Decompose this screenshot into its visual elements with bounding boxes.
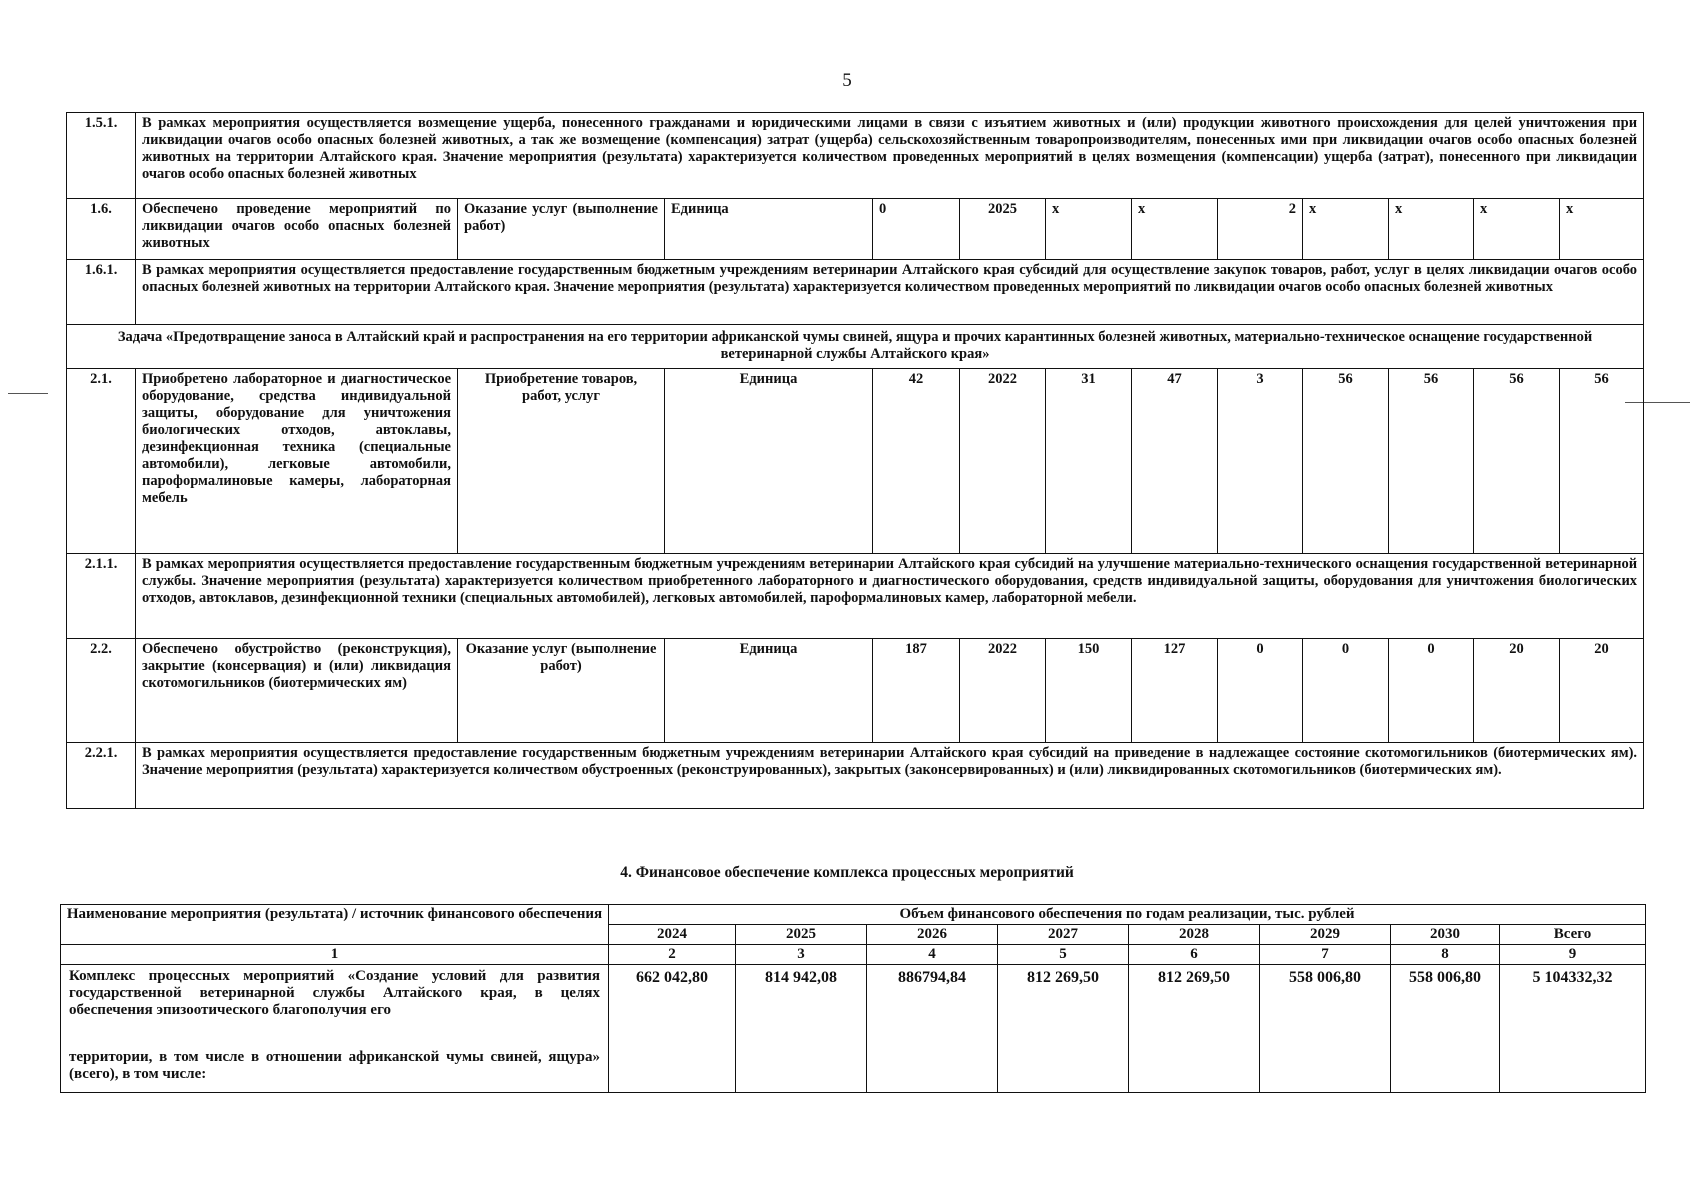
table-row — [67, 113, 1644, 199]
amount-cell: 558 006,80 — [1391, 965, 1500, 1093]
value-cell: 150 — [1046, 639, 1132, 743]
value-cell: 2025 — [960, 199, 1046, 260]
value-cell: 0 — [1303, 639, 1389, 743]
value-cell: х — [1389, 199, 1474, 260]
value-cell: 47 — [1132, 369, 1218, 554]
year-header: 2024 — [609, 925, 736, 945]
column-number: 9 — [1500, 945, 1646, 965]
value-cell: 0 — [873, 199, 960, 260]
value-cell: 0 — [1218, 639, 1303, 743]
result-type: Приобретение товаров, работ, услуг — [458, 369, 665, 554]
result-type: Оказание услуг (выполнение работ) — [458, 639, 665, 743]
value-cell: 56 — [1389, 369, 1474, 554]
financing-table — [60, 904, 1646, 1093]
column-number: 5 — [998, 945, 1129, 965]
amount-cell: 558 006,80 — [1260, 965, 1391, 1093]
year-header: 2027 — [998, 925, 1129, 945]
column-number: 2 — [609, 945, 736, 965]
value-cell: 3 — [1218, 369, 1303, 554]
complex-name-part2: территории, в том числе в отношении африканской чумы свиней, ящура» (всего), в том числе: — [69, 1049, 600, 1082]
result-name: Обеспечено обустройство (реконструкция), закрытие (консервация) и (или) ликвидация скотомогильников (биотермических ям) — [136, 639, 458, 743]
row-code: 2.2.1. — [67, 743, 136, 809]
amount-cell: 662 042,80 — [609, 965, 736, 1093]
row-code: 1.6.1. — [67, 260, 136, 325]
complex-name-part1: Комплекс процессных мероприятий «Создание условий для развития государственной ветеринарной службы Алтайского края, в целях обеспечения эпизоотического благополучия его — [69, 968, 600, 1018]
complex-name — [61, 965, 609, 1093]
table-row — [67, 639, 1644, 743]
value-cell: 187 — [873, 639, 960, 743]
column-number: 7 — [1260, 945, 1391, 965]
value-cell: 42 — [873, 369, 960, 554]
amount-cell: 812 269,50 — [1129, 965, 1260, 1093]
value-cell: 31 — [1046, 369, 1132, 554]
value-cell: 127 — [1132, 639, 1218, 743]
margin-mark-left — [8, 393, 48, 394]
result-name: Обеспечено проведение мероприятий по ликвидации очагов особо опасных болезней животных — [136, 199, 458, 260]
table-row — [67, 554, 1644, 639]
value-cell: 20 — [1474, 639, 1560, 743]
amount-cell: 886794,84 — [867, 965, 998, 1093]
row-code: 2.1.1. — [67, 554, 136, 639]
column-number: 1 — [61, 945, 609, 965]
row-code: 1.5.1. — [67, 113, 136, 199]
value-cell: 56 — [1560, 369, 1644, 554]
row-code: 1.6. — [67, 199, 136, 260]
column-number: 3 — [736, 945, 867, 965]
table-row — [67, 260, 1644, 325]
amount-cell: 814 942,08 — [736, 965, 867, 1093]
year-header: 2025 — [736, 925, 867, 945]
events-table — [66, 112, 1644, 809]
row-description: В рамках мероприятия осуществляется предоставление государственным бюджетным учреждениям ветеринарии Алтайского края субсидий на улучшение материально-технического оснащения государственной ветеринарной службы. Значение мероприятия (результата) характеризуется количеством приобретенного лабораторного и диагностического оборудования, средств индивидуальной защиты, оборудования для уничтожения биологических отходов, автоклавов, дезинфекционной техники (специальных автомобилей), легковых автомобилей, пароформалиновых камер, лабораторной мебели. — [136, 554, 1644, 639]
year-header: 2029 — [1260, 925, 1391, 945]
table-row — [61, 965, 1646, 1093]
row-description: В рамках мероприятия осуществляется возмещение ущерба, понесенного гражданами и юридическими лицами в связи с изъятием животных и (или) продукции животного происхождения для целей уничтожения при ликвидации очагов особо опасных болезней животных, а так же возмещение (компенсация) затрат (ущерба) сельскохозяйственным товаропроизводителям, понесенных ими при ликвидации очагов особо опасных болезней животных на территории Алтайского края. Значение мероприятия (результата) характеризуется количеством проведенных мероприятий в целях возмещения (компенсации) ущерба (затрат), понесенного при ликвидации очагов особо опасных болезней животных — [136, 113, 1644, 199]
column-number: 4 — [867, 945, 998, 965]
result-name: Приобретено лабораторное и диагностическое оборудование, средства индивидуальной защиты, оборудование для уничтожения биологических отходов, автоклавы, дезинфекционная техника (специальные автомобили), легковые автомобили, пароформалиновые камеры, лабораторная мебель — [136, 369, 458, 554]
result-type: Оказание услуг (выполнение работ) — [458, 199, 665, 260]
amount-cell: 812 269,50 — [998, 965, 1129, 1093]
section-title: 4. Финансовое обеспечение комплекса процессных мероприятий — [620, 864, 1074, 881]
column-numbers-row — [61, 945, 1646, 965]
value-cell: 56 — [1474, 369, 1560, 554]
value-cell: 2022 — [960, 369, 1046, 554]
column-number: 6 — [1129, 945, 1260, 965]
unit: Единица — [665, 639, 873, 743]
value-cell: х — [1046, 199, 1132, 260]
value-cell: х — [1560, 199, 1644, 260]
column-number: 8 — [1391, 945, 1500, 965]
value-cell: х — [1303, 199, 1389, 260]
row-description: В рамках мероприятия осуществляется предоставление государственным бюджетным учреждениям ветеринарии Алтайского края субсидий на приведение в надлежащее состояние скотомогильников (биотермических ям). Значение мероприятия (результата) характеризуется количеством обустроенных (реконструированных), закрытых (законсервированных) и (или) ликвидированных скотомогильников (биотермических ям). — [136, 743, 1644, 809]
row-code: 2.2. — [67, 639, 136, 743]
value-cell: 2 — [1218, 199, 1303, 260]
table-row — [67, 369, 1644, 554]
value-cell: х — [1132, 199, 1218, 260]
value-cell: 56 — [1303, 369, 1389, 554]
total-amount-cell: 5 104332,32 — [1500, 965, 1646, 1093]
row-code: 2.1. — [67, 369, 136, 554]
task-text: Задача «Предотвращение заноса в Алтайский край и распространения на его территории африканской чумы свиней, ящура и прочих карантинных болезней животных, материально-техническое оснащение государственной ветеринарной службы Алтайского края» — [67, 325, 1644, 369]
page-number: 5 — [842, 70, 852, 91]
value-cell: 20 — [1560, 639, 1644, 743]
total-header: Всего — [1500, 925, 1646, 945]
year-header: 2026 — [867, 925, 998, 945]
value-cell: 0 — [1389, 639, 1474, 743]
unit: Единица — [665, 369, 873, 554]
year-header: 2028 — [1129, 925, 1260, 945]
value-cell: х — [1474, 199, 1560, 260]
year-header: 2030 — [1391, 925, 1500, 945]
volume-header: Объем финансового обеспечения по годам реализации, тыс. рублей — [609, 905, 1646, 925]
table-row — [67, 743, 1644, 809]
row-description: В рамках мероприятия осуществляется предоставление государственным бюджетным учреждениям ветеринарии Алтайского края субсидий для осуществление закупок товаров, работ, услуг в целях ликвидации очагов особо опасных болезней животных на территории Алтайского края. Значение мероприятия (результата) характеризуется количеством проведенных мероприятий по ликвидации очагов особо опасных болезней животных — [136, 260, 1644, 325]
task-row — [67, 325, 1644, 369]
name-header: Наименование мероприятия (результата) / источник финансового обеспечения — [61, 905, 609, 945]
unit: Единица — [665, 199, 873, 260]
table-row — [67, 199, 1644, 260]
value-cell: 2022 — [960, 639, 1046, 743]
